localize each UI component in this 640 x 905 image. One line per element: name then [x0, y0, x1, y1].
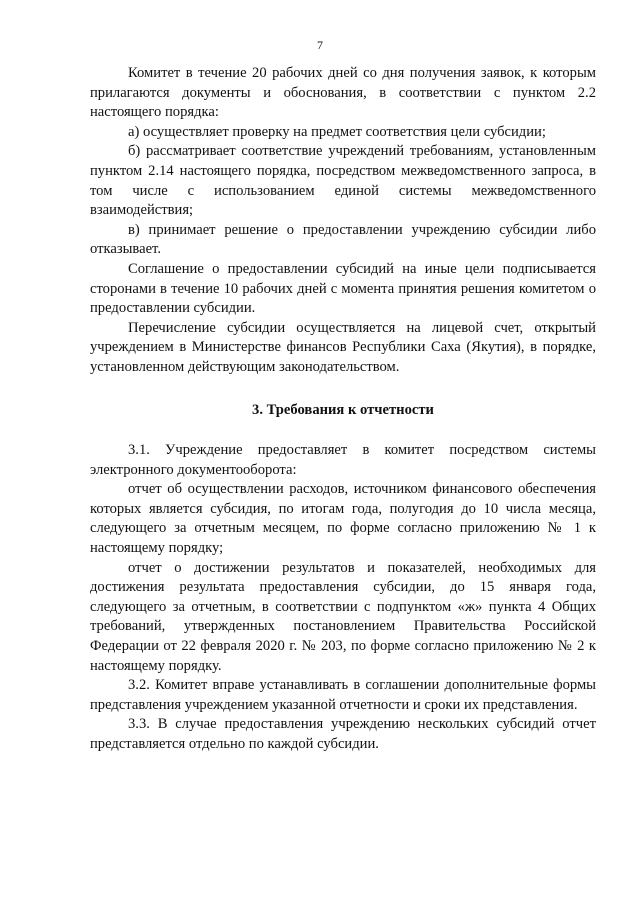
- paragraph-3-2: 3.2. Комитет вправе устанавливать в соглашении дополнительные формы представления учреждением указанной отчетности и сроки их представления.: [90, 677, 596, 713]
- paragraph-item-b: б) рассматривает соответствие учреждений требованиям, установленным пунктом 2.14 настоящего порядка, посредством межведомственного запроса, в том числе с использованием единой системы межведомственного взаимодействия;: [90, 143, 596, 219]
- paragraph-transfer: Перечисление субсидии осуществляется на лицевой счет, открытый учреждением в Министерстве финансов Республики Саха (Якутия), в порядке, установленном действующим законодательством.: [90, 319, 596, 375]
- paragraph-committee-term: Комитет в течение 20 рабочих дней со дня получения заявок, к которым прилагаются документы и обоснования, в соответствии с пунктом 2.2 настоящего порядка:: [90, 65, 596, 121]
- paragraph-agreement: Соглашение о предоставлении субсидий на иные цели подписывается сторонами в течение 10 рабочих дней с момента принятия решения комитетом о предоставлении субсидии.: [90, 260, 596, 317]
- paragraph-3-1: 3.1. Учреждение предоставляет в комитет посредством системы электронного документооборота:: [90, 442, 596, 478]
- section-heading: 3. Требования к отчетности: [252, 401, 434, 418]
- paragraph-results-report: отчет о достижении результатов и показателей, необходимых для достижения результата предоставления субсидии, до 15 января года, следующего за отчетным, в соответствии с подпунктом «ж» пункта 4 Общих требований, утвержденных постановлением Правительства Российской Федерации от 22 февраля 2020 г. № 203, по форме согласно приложению № 2 к настоящему порядку.: [90, 559, 596, 674]
- paragraph-item-a: а) осуществляет проверку на предмет соответствия цели субсидии;: [128, 123, 546, 140]
- paragraph-3-3: 3.3. В случае предоставления учреждению нескольких субсидий отчет представляется отдельно по каждой субсидии.: [90, 716, 596, 752]
- paragraph-expense-report: отчет об осуществлении расходов, источником финансового обеспечения которых является субсидия, по итогам года, полугодия до 10 числа месяца, следующего за отчетным месяцем, по форме согласно приложению № 1 к настоящему порядку;: [90, 481, 596, 557]
- page-number: 7: [317, 38, 323, 52]
- paragraph-item-v: в) принимает решение о предоставлении учреждению субсидии либо отказывает.: [90, 221, 596, 258]
- document-body: [90, 64, 596, 755]
